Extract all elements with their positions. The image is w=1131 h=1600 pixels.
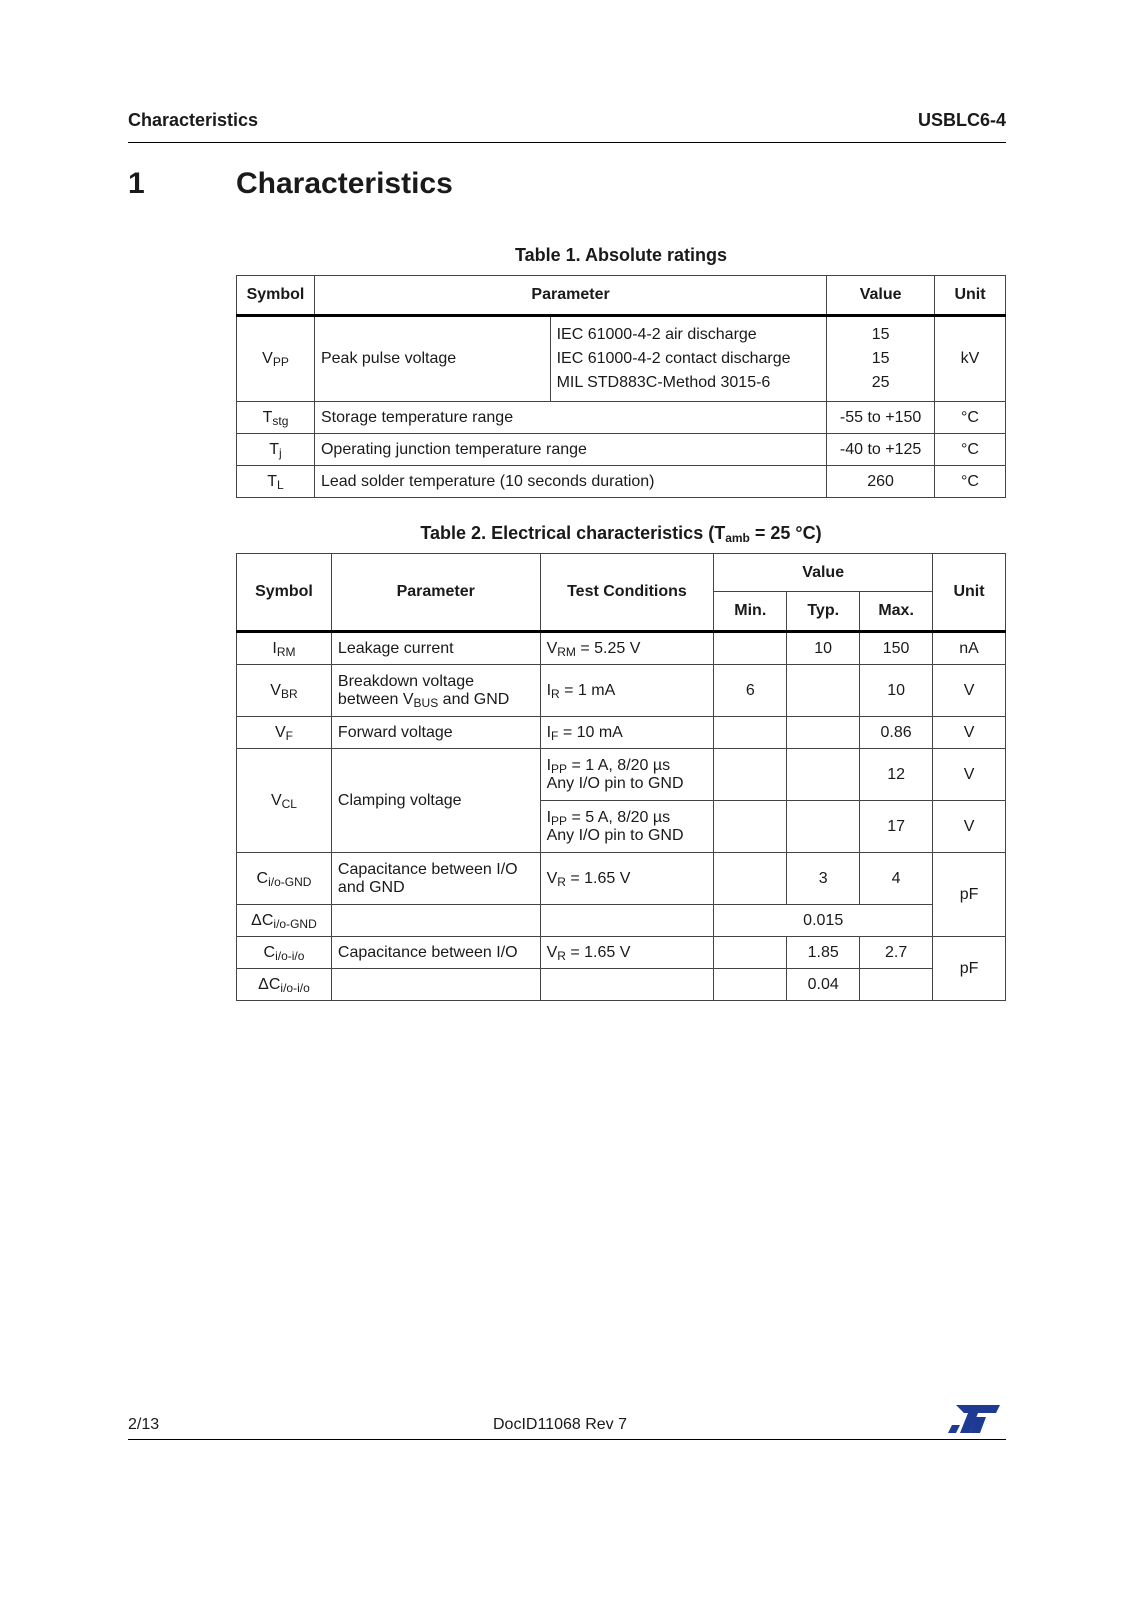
table2-unit: V [933,717,1006,749]
table2-test-condition: $I_R = 1$ mA [540,665,714,717]
table2-row-vf [237,717,1006,749]
table2-row-cio-gnd [237,853,1006,905]
table1-header-row [237,276,1006,316]
table2-unit: pF [933,937,1006,1001]
table2-min [714,749,787,801]
value-line: 15 [871,350,890,367]
table2-caption: Table 2. Electrical characteristics ($T_{amb} = 25$ °C) [420,523,822,545]
table1-symbol: $V_{PP}$ [237,316,315,402]
table2-symbol: $\Delta C_{i/o-GND}$ [237,905,332,937]
table1-unit: kV [935,316,1006,402]
table2-parameter: Leakage current [331,632,540,665]
table2-symbol: $V_{BR}$ [237,665,332,717]
table2-max: 12 [860,749,933,801]
table2-parameter: Clamping voltage [331,749,540,853]
header-section-name: Characteristics [128,110,259,130]
table1-parameter: Peak pulse voltage [314,316,550,402]
table1-parameter: Operating junction temperature range [314,434,826,466]
table1-symbol: $T_L$ [237,466,315,498]
table2-parameter: Forward voltage [331,717,540,749]
table2-typ [787,749,860,801]
table1-symbol: $T_{stg}$ [237,402,315,434]
electrical-characteristics-table [236,553,1006,1001]
table2-min [714,717,787,749]
table2-max: 4 [860,853,933,905]
table2-max: 10 [860,665,933,717]
table1-header-unit: Unit [935,276,1006,316]
table1-conditions [550,316,827,402]
table1-value: 260 [827,466,935,498]
table2-test-condition: $I_{PP} = 1$ A, 8/20 µs Any I/O pin to GND [540,749,714,801]
table2-typ: 0.04 [787,969,860,1001]
section-title: Characteristics [236,167,453,200]
value-line: 25 [871,374,890,391]
table2-row-delta-cio-gnd [237,905,1006,937]
table2-min [714,853,787,905]
table2-parameter [331,905,540,937]
table2-typ [787,665,860,717]
table2-min [714,801,787,853]
table1-row-vpp [237,316,1006,402]
table2-min: 6 [714,665,787,717]
table1-caption: Table 1. Absolute ratings [514,245,728,265]
table1-value: -55 to +150 [827,402,935,434]
table2-header-unit: Unit [933,554,1006,632]
table2-row-irm [237,632,1006,665]
table2-symbol: $C_{i/o-GND}$ [237,853,332,905]
table2-header-max: Max. [860,592,933,632]
table2-symbol: $C_{i/o-i/o}$ [237,937,332,969]
table2-typ [787,801,860,853]
table1-header-parameter: Parameter [314,276,826,316]
table2-header-parameter: Parameter [331,554,540,632]
page-header [128,110,1006,143]
table2-parameter: Capacitance between I/O [331,937,540,969]
table2-header-min: Min. [714,592,787,632]
table2-parameter: Capacitance between I/O and GND [331,853,540,905]
table2-parameter: Breakdown voltage between $V_{BUS}$ and GND [331,665,540,717]
table2-unit: nA [933,632,1006,665]
page-number: 2/13 [128,1416,160,1433]
table1-row-tl [237,466,1006,498]
table1-parameter: Storage temperature range [314,402,826,434]
table2-unit: V [933,801,1006,853]
table2-symbol: $I_{RM}$ [237,632,332,665]
table2-test-condition: $I_{PP} = 5$ A, 8/20 µs Any I/O pin to GND [540,801,714,853]
absolute-ratings-table [236,275,1006,498]
header-part-number: USBLC6-4 [917,110,1006,130]
condition-line: MIL STD883C-Method 3015-6 [556,374,771,391]
table2-typ: 3 [787,853,860,905]
table2-min [714,937,787,969]
table2-max: 2.7 [860,937,933,969]
table2-symbol: $V_F$ [237,717,332,749]
table1-parameter: Lead solder temperature (10 seconds duration) [314,466,826,498]
table1-header-value: Value [827,276,935,316]
table2-unit: V [933,665,1006,717]
table2-symbol: $\Delta C_{i/o-i/o}$ [237,969,332,1001]
table2-max [860,969,933,1001]
table2-max: 0.86 [860,717,933,749]
table1-header-symbol: Symbol [237,276,315,316]
page-footer [128,1407,1006,1440]
table1-row-tj [237,434,1006,466]
table2-row-delta-cio-io [237,969,1006,1001]
table2-typ: 1.85 [787,937,860,969]
table2-test-condition: $V_{RM} = 5.25$ V [540,632,714,665]
table1-value: -40 to +125 [827,434,935,466]
table2-header-typ: Typ. [787,592,860,632]
table2-max: 150 [860,632,933,665]
table1-symbol: $T_j$ [237,434,315,466]
table2-symbol: $V_{CL}$ [237,749,332,853]
table2-typ: 10 [787,632,860,665]
document-id: DocID11068 Rev 7 [493,1416,627,1433]
table2-header-value: Value [714,554,933,592]
table2-test-condition: $V_R = 1.65$ V [540,937,714,969]
table2-typ [787,717,860,749]
condition-line: IEC 61000-4-2 air discharge [556,326,757,343]
table2-test-condition [540,905,714,937]
table2-typ: 0.015 [714,905,933,937]
table1-unit: °C [935,434,1006,466]
table2-row-cio-io [237,937,1006,969]
table2-min [714,632,787,665]
table2-test-condition [540,969,714,1001]
table1-values [827,316,935,402]
condition-line: IEC 61000-4-2 contact discharge [556,350,791,367]
table2-header-symbol: Symbol [237,554,332,632]
table1-unit: °C [935,402,1006,434]
table2-test-condition: $V_R = 1.65$ V [540,853,714,905]
table2-header-row [237,554,1006,592]
table2-header-test-conditions: Test Conditions [540,554,714,632]
table2-min [714,969,787,1001]
table2-unit: V [933,749,1006,801]
value-line: 15 [871,326,890,343]
table2-test-condition: $I_F = 10$ mA [540,717,714,749]
table1-row-tstg [237,402,1006,434]
table2-max: 17 [860,801,933,853]
st-logo-icon [946,1403,1002,1440]
section-number: 1 [128,167,145,200]
table2-row-vbr [237,665,1006,717]
table2-row-vcl-1 [237,749,1006,801]
table2-unit: pF [933,853,1006,937]
table1-unit: °C [935,466,1006,498]
table2-parameter [331,969,540,1001]
